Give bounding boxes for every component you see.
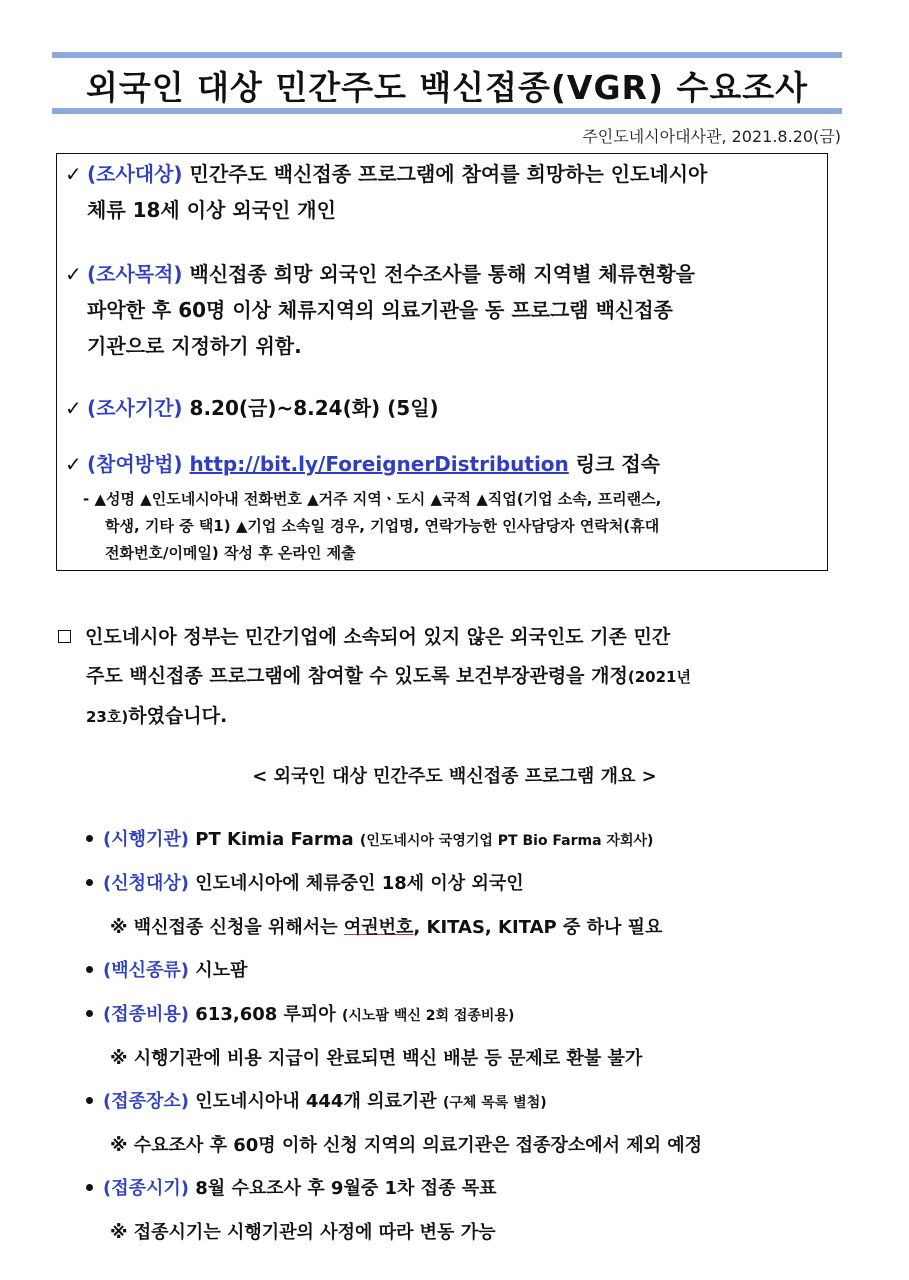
- intro-text: 하였습니다.: [128, 705, 228, 727]
- intro-paragraph: [56, 618, 846, 737]
- title-bottom-rule: [52, 108, 842, 114]
- summary-text: 백신접종 희망 외국인 전수조사를 통해 지역별 체류현황을: [182, 262, 695, 286]
- bullet-icon: [86, 879, 93, 886]
- intro-text: 인도네시아 정부는 민간기업에 소속되어 있지 않은 외국인도 기존 민간: [85, 626, 671, 648]
- check-icon: ✓: [65, 396, 82, 420]
- item-detail: (인도네시아 국영기업 PT Bio Farma 자회사): [359, 833, 654, 849]
- overview-heading: < 외국인 대상 민간주도 백신접종 프로그램 개요 >: [252, 766, 657, 787]
- passport-number-text: 여권번호: [343, 917, 414, 938]
- check-icon: ✓: [65, 162, 82, 186]
- tag-purpose: (조사목적): [87, 262, 183, 286]
- tag-target: (조사대상): [87, 162, 183, 186]
- list-item: [86, 1175, 846, 1219]
- survey-summary-box: [56, 153, 828, 571]
- item-tag: (시행기관): [103, 829, 190, 850]
- item-text: 613,608 루피아: [189, 1004, 342, 1025]
- summary-item-purpose: [57, 256, 827, 364]
- list-note: ※ 접종시기는 시행기관의 사정에 따라 변동 가능: [110, 1222, 496, 1243]
- check-icon: ✓: [65, 262, 82, 286]
- bullet-icon: [86, 835, 93, 842]
- intro-text: 주도 백신접종 프로그램에 참여할 수 있도록 보건부장관령을 개정: [86, 665, 628, 687]
- list-item: [86, 826, 846, 870]
- item-text: PT Kimia Farma: [189, 829, 360, 850]
- summary-item-target: [57, 156, 827, 228]
- tag-period: (조사기간): [87, 396, 183, 420]
- summary-text: 기관으로 지정하기 위함.: [87, 334, 302, 358]
- list-item: [86, 1001, 846, 1045]
- item-tag: (신청대상): [103, 873, 190, 894]
- item-detail: (구체 목록 별첨): [442, 1095, 547, 1111]
- list-note: ※ 시행기관에 비용 지급이 완료되면 백신 배분 등 문제로 환불 불가: [110, 1048, 643, 1069]
- summary-text: 파악한 후 60명 이상 체류지역의 의료기관을 동 프로그램 백신접종: [87, 298, 673, 322]
- list-note: [86, 914, 846, 957]
- list-note: ※ 수요조사 후 60명 이하 신청 지역의 의료기관은 접종장소에서 제외 예정: [110, 1135, 703, 1156]
- square-bullet-icon: [58, 630, 71, 643]
- issuer-date: 주인도네시아대사관, 2021.8.20(금): [582, 127, 841, 146]
- note-line: 전화번호/이메일) 작성 후 온라인 제출: [105, 544, 356, 562]
- note-text: , KITAS, KITAP 중 하나 필요: [413, 917, 663, 938]
- list-item: [86, 1088, 846, 1132]
- summary-text: 민간주도 백신접종 프로그램에 참여를 희망하는 인도네시아: [182, 162, 708, 186]
- page-title: 외국인 대상 민간주도 백신접종(VGR) 수요조사: [85, 68, 809, 107]
- survey-link[interactable]: http://bit.ly/ForeignerDistribution: [189, 452, 569, 476]
- item-tag: (접종장소): [103, 1091, 190, 1112]
- summary-text: 8.20(금)~8.24(화) (5일): [182, 396, 439, 420]
- note-line: - ▲성명 ▲인도네시아내 전화번호 ▲거주 지역ㆍ도시 ▲국적 ▲직업(기업 소속, 프리랜스,: [83, 490, 662, 508]
- summary-text: 체류 18세 이상 외국인 개인: [87, 198, 336, 222]
- bullet-icon: [86, 1184, 93, 1191]
- item-detail: (시노팜 백신 2회 접종비용): [341, 1008, 515, 1024]
- item-text: 시노팜: [189, 960, 248, 981]
- overview-list: [86, 826, 846, 1262]
- required-fields-note: [57, 486, 827, 567]
- title-top-rule: [52, 52, 842, 58]
- bullet-icon: [86, 1010, 93, 1017]
- item-tag: (백신종류): [103, 960, 190, 981]
- note-text: ※ 백신접종 신청을 위해서는: [110, 917, 344, 938]
- check-icon: ✓: [65, 452, 82, 476]
- note-line: 학생, 기타 중 택1) ▲기업 소속일 경우, 기업명, 연락가능한 인사담당자 연락처(휴대: [105, 517, 660, 535]
- bullet-icon: [86, 966, 93, 973]
- item-text: 8월 수요조사 후 9월중 1차 접종 목표: [189, 1178, 497, 1199]
- summary-item-method: [57, 446, 827, 482]
- item-text: 인도네시아에 체류중인 18세 이상 외국인: [189, 873, 524, 894]
- tag-method: (참여방법): [87, 452, 183, 476]
- list-item: [86, 957, 846, 1001]
- summary-text: 링크 접속: [568, 452, 661, 476]
- item-text: 인도네시아내 444개 의료기관: [189, 1091, 443, 1112]
- bullet-icon: [86, 1097, 93, 1104]
- item-tag: (접종시기): [103, 1178, 190, 1199]
- intro-text: (2021년: [627, 668, 691, 686]
- item-tag: (접종비용): [103, 1004, 190, 1025]
- summary-item-period: [57, 390, 827, 426]
- list-item: [86, 870, 846, 914]
- intro-text: 23호): [86, 708, 129, 726]
